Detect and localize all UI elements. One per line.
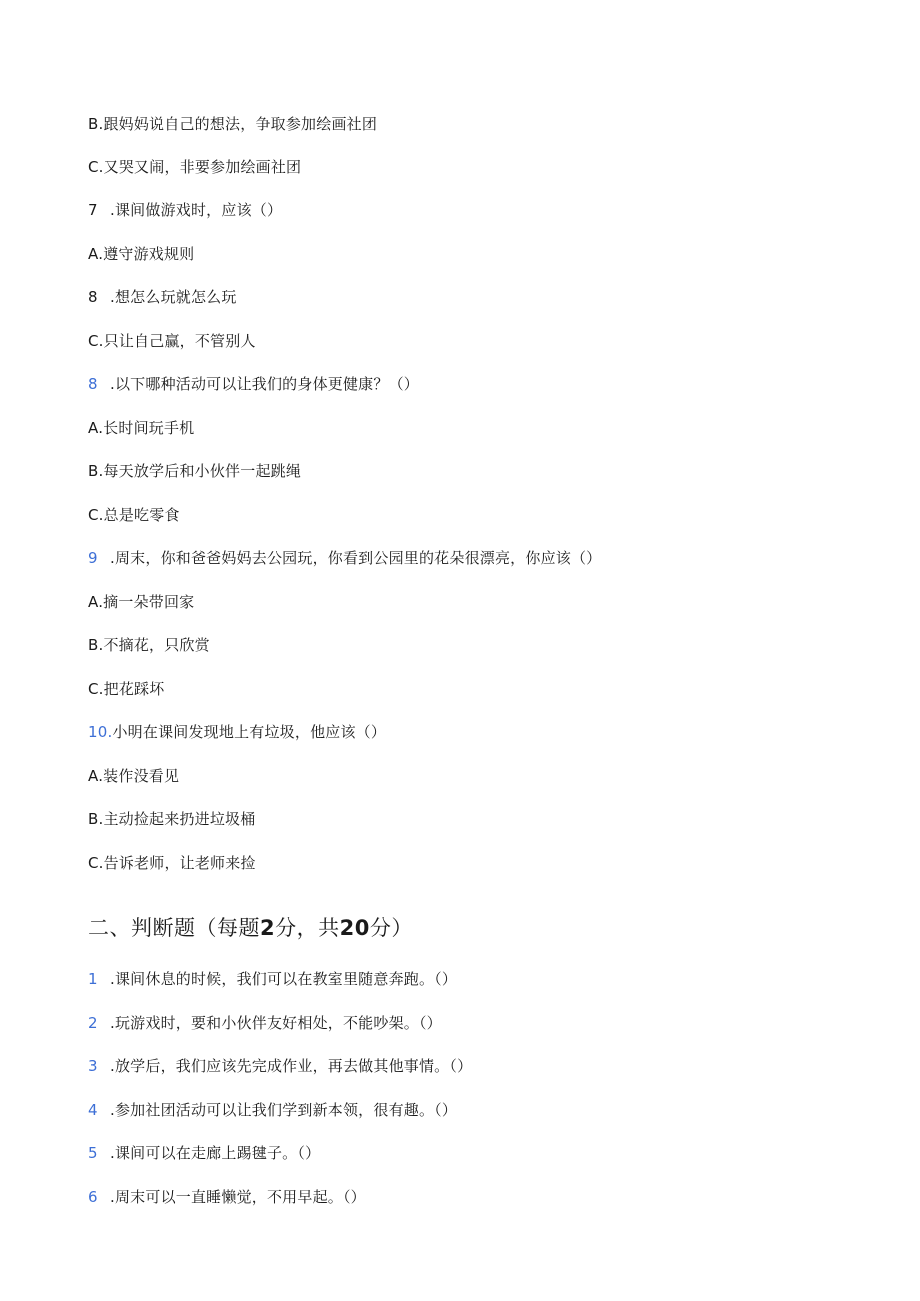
q7-option-a: A.遵守游戏规则 bbox=[88, 245, 195, 263]
q6-option-c: C.又哭又闹，非要参加绘画社团 bbox=[88, 158, 302, 176]
q8-option-c: C.总是吃零食 bbox=[88, 506, 180, 524]
tf-item-text: .课间可以在走廊上踢毽子。（） bbox=[110, 1144, 321, 1162]
tf-item-text: .玩游戏时，要和小伙伴友好相处，不能吵架。（） bbox=[110, 1014, 442, 1032]
q7-question bbox=[88, 200, 282, 220]
heading-prefix: 二、判断题（每题 bbox=[88, 916, 260, 940]
q10-question bbox=[88, 722, 386, 742]
q7-option-b-text: .想怎么玩就怎么玩 bbox=[110, 288, 237, 306]
q7-text: .课间做游戏时，应该（） bbox=[110, 201, 283, 219]
q9-option-c: C.把花踩坏 bbox=[88, 680, 165, 698]
tf-item-3 bbox=[88, 1056, 472, 1076]
tf-item-number: 2 bbox=[88, 1014, 98, 1032]
tf-item-text: .放学后，我们应该先完成作业，再去做其他事情。（） bbox=[110, 1057, 473, 1075]
q8-option-a: A.长时间玩手机 bbox=[88, 419, 195, 437]
q9-text: .周末，你和爸爸妈妈去公园玩，你看到公园里的花朵很漂亮，你应该（） bbox=[110, 549, 602, 567]
heading-mid: 分，共 bbox=[275, 916, 340, 940]
q8-text: .以下哪种活动可以让我们的身体更健康？（） bbox=[110, 375, 419, 393]
q8-question bbox=[88, 374, 419, 394]
q10-option-b: B.主动捡起来扔进垃圾桶 bbox=[88, 810, 256, 828]
q10-option-a: A.装作没看见 bbox=[88, 767, 180, 785]
tf-item-text: .课间休息的时候，我们可以在教室里随意奔跑。（） bbox=[110, 970, 458, 988]
q8-option-b: B.每天放学后和小伙伴一起跳绳 bbox=[88, 462, 302, 480]
tf-item-number: 1 bbox=[88, 970, 98, 988]
q10-text: 小明在课间发现地上有垃圾，他应该（） bbox=[112, 723, 387, 741]
heading-suffix: 分） bbox=[369, 916, 413, 940]
tf-item-1 bbox=[88, 969, 457, 989]
tf-item-number: 5 bbox=[88, 1144, 98, 1162]
tf-item-6 bbox=[88, 1187, 366, 1207]
q7-number: 7 bbox=[88, 201, 98, 219]
q9-question bbox=[88, 548, 601, 568]
q9-option-b: B.不摘花，只欣赏 bbox=[88, 636, 210, 654]
heading-points: 2 bbox=[260, 916, 276, 940]
q9-option-a: A.摘一朵带回家 bbox=[88, 593, 195, 611]
tf-item-number: 3 bbox=[88, 1057, 98, 1075]
q10-number: 10. bbox=[88, 723, 113, 741]
q7-option-c: C.只让自己赢，不管别人 bbox=[88, 332, 256, 350]
tf-item-number: 6 bbox=[88, 1188, 98, 1206]
tf-item-4 bbox=[88, 1100, 457, 1120]
tf-item-text: .参加社团活动可以让我们学到新本领，很有趣。（） bbox=[110, 1101, 458, 1119]
tf-item-5 bbox=[88, 1143, 320, 1163]
tf-item-number: 4 bbox=[88, 1101, 98, 1119]
heading-total: 20 bbox=[339, 916, 370, 940]
q9-number: 9 bbox=[88, 549, 98, 567]
q8-number: 8 bbox=[88, 375, 98, 393]
section-heading bbox=[88, 914, 413, 942]
q7-option-b-number: 8 bbox=[88, 288, 98, 306]
q6-option-b: B.跟妈妈说自己的想法，争取参加绘画社团 bbox=[88, 115, 378, 133]
tf-item-text: .周末可以一直睡懒觉，不用早起。（） bbox=[110, 1188, 366, 1206]
tf-item-2 bbox=[88, 1013, 442, 1033]
q10-option-c: C.告诉老师，让老师来捡 bbox=[88, 854, 256, 872]
q7-option-b bbox=[88, 287, 237, 307]
